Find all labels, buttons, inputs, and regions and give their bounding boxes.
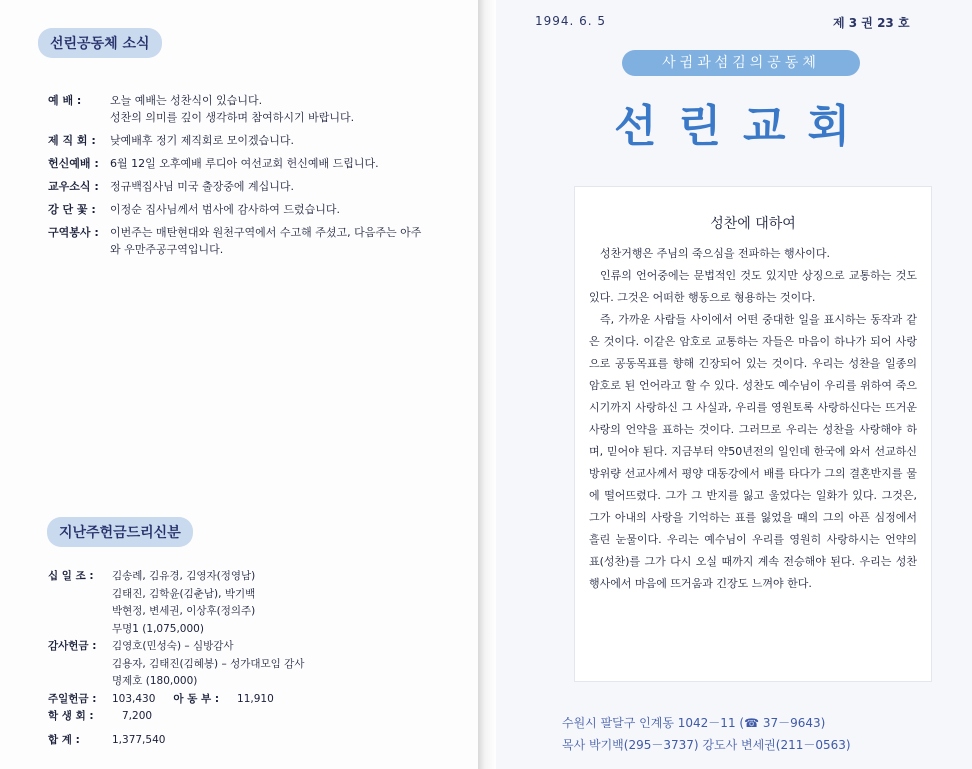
article-box (574, 186, 932, 682)
news-item (48, 92, 468, 126)
news-label: 헌신예배 : (48, 157, 99, 170)
news-item (48, 155, 468, 172)
offering-section-title: 지난주헌금드리신분 (47, 517, 193, 547)
offering-list (48, 568, 468, 749)
news-text: 와 우만주공구역입니다. (110, 243, 224, 256)
news-item (48, 201, 468, 218)
news-text: 이번주는 매탄현대와 원천구역에서 수고해 주셨고, 다음주는 아주 (110, 226, 422, 239)
article-paragraph: 성찬거행은 주님의 죽으심을 전파하는 행사이다. (600, 247, 831, 260)
offering-label: 십 일 조 : (48, 570, 94, 582)
offering-text: 김영호(민성숙) – 심방감사 (112, 640, 234, 652)
news-text: 낮예배후 정기 제직회로 모이겠습니다. (110, 134, 295, 147)
offering-text: 김송례, 김유경, 김영자(정영남) (112, 570, 256, 582)
news-label: 교우소식 : (48, 180, 99, 193)
offering-label: 감사헌금 : (48, 640, 97, 652)
page-gutter (478, 0, 496, 769)
offering-amount: 7,200 (122, 710, 153, 722)
pastor-line: 목사 박기백(295－3737) 강도사 변세권(211－0563) (562, 738, 851, 752)
offering-label: 합 계 : (48, 733, 80, 746)
offering-text: 박현정, 변세권, 이상후(정의주) (112, 605, 256, 617)
motto-banner: 사귐과섬김의공동체 (622, 50, 860, 76)
offering-label: 아 동 부 : (173, 692, 220, 705)
news-text: 이정순 집사님께서 범사에 감사하여 드렸습니다. (110, 203, 341, 216)
offering-text: 명제호 (180,000) (112, 675, 198, 687)
news-text: 오늘 예배는 성찬식이 있습니다. (110, 94, 263, 107)
news-item (48, 224, 468, 258)
news-list (48, 92, 468, 264)
news-label: 제 직 회 : (48, 134, 96, 147)
offering-text: 무명1 (1,075,000) (112, 622, 204, 635)
news-text: 성찬의 의미를 깊이 생각하며 참여하시기 바랍니다. (110, 111, 355, 124)
article-paragraph: 인류의 언어중에는 문법적인 것도 있지만 상징으로 교통하는 것도 있다. 그것은 어떠한 행동으로 형용하는 것이다. (589, 269, 917, 304)
address-line: 수원시 팔달구 인계동 1042－11 (☎ 37－9643) (562, 716, 826, 730)
church-contact (562, 712, 851, 756)
left-page (0, 0, 478, 769)
offering-text: 김용자, 김태진(김혜봉) – 성가대모임 감사 (112, 657, 305, 670)
offering-row (48, 638, 468, 691)
news-label: 강 단 꽃 : (48, 203, 96, 216)
offering-row (48, 691, 468, 709)
article-title: 성찬에 대하여 (710, 216, 796, 232)
offering-total: 1,377,540 (112, 733, 166, 746)
offering-label: 주일헌금 : (48, 692, 97, 705)
news-text: 6월 12일 오후예배 루디아 여선교회 헌신예배 드립니다. (110, 157, 379, 170)
offering-text: 김태진, 김학윤(김춘남), 박기백 (112, 587, 256, 600)
church-name: 선린교회 (613, 101, 872, 152)
news-text: 정규백집사님 미국 출장중에 계십니다. (110, 180, 295, 193)
news-label: 구역봉사 : (48, 226, 99, 239)
offering-row (48, 708, 468, 726)
article-paragraph: 즉, 가까운 사람들 사이에서 어떤 중대한 일을 표시하는 동작과 같은 것이다. 이같은 암호로 교통하는 자들은 마음이 하나가 되어 사랑으로 공동목표를 향해 긴장되어 있는 것이다. 우리는 성찬을 일종의 암호로 된 언어라고 할 수 있다. 성찬도 예수님이 우리를 위하여 죽으시기까지 사랑하신 그 사실과, 우리를 영원토록 사랑하신다는 뜨거운 사랑의 언약을 표하는 것이다. 그러므로 우리는 성찬을 사랑해야 하며, 믿어야 된다. 지금부터 약50년전의 일인데 한국에 와서 선교하신 방위량 선교사께서 평양 대동강에서 배를 타다가 그의 결혼반지를 물에 떨어뜨렸다. 그가 그 반지를 잃고 울었다는 일화가 있다. 그것은, 그가 아내의 사랑을 기억하는 표를 잃었을 때의 그의 아픈 심정에서 흘린 눈물이다. 우리는 예수님이 우리를 영원히 사랑하시는 언약의 표(성찬)를 그가 다시 오실 때까지 계속 전승해야 된다. 우리는 성찬행사에서 마음에 뜨거움과 긴장도 느껴야 한다. (589, 313, 917, 590)
issue-volume: 제 3 권 23 호 (833, 16, 910, 30)
news-item (48, 178, 468, 195)
offering-row (48, 568, 468, 638)
offering-amount: 103,430 (112, 692, 156, 705)
news-item (48, 132, 468, 149)
news-section-title: 선린공동체 소식 (38, 28, 162, 58)
offering-label: 학 생 회 : (48, 710, 94, 722)
news-label: 예 배 : (48, 94, 82, 107)
offering-row (48, 732, 468, 750)
offering-amount: 11,910 (237, 692, 274, 705)
issue-date: 1994. 6. 5 (535, 14, 607, 28)
